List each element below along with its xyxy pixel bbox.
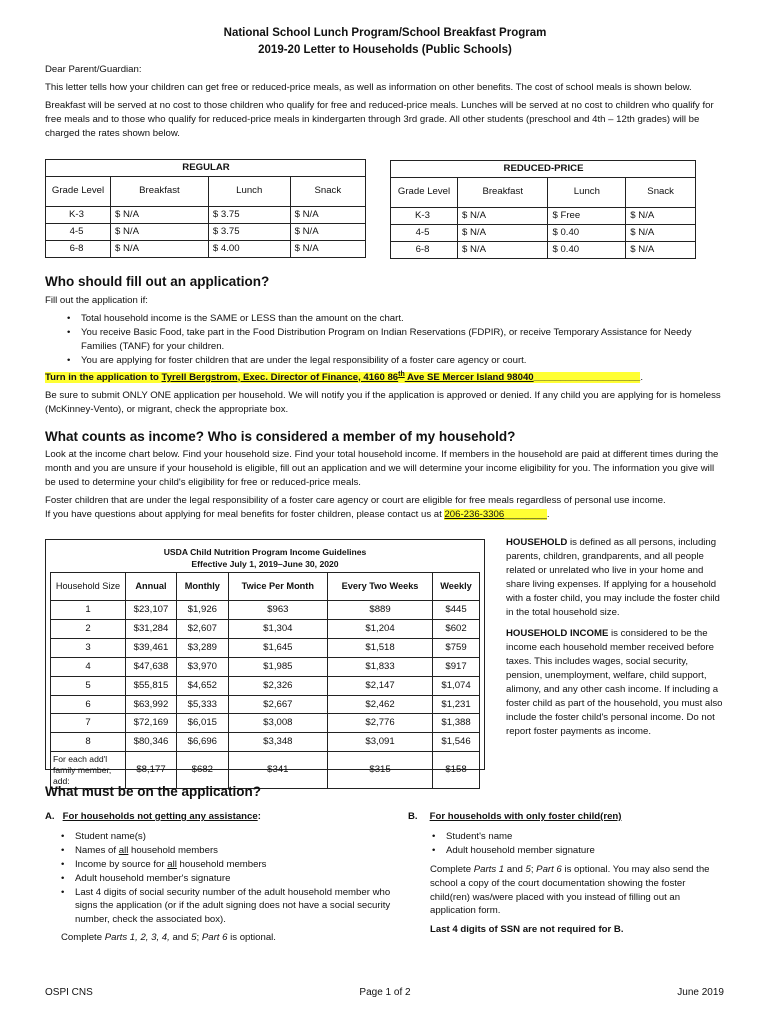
income-guidelines-table — [50, 572, 480, 789]
table-row — [391, 207, 696, 224]
turn-in-contact: Tyrell Bergstrom, Exec. Director of Finance, 4160 86 — [161, 371, 399, 383]
intro-paragraph-1: This letter tells how your children can get free or reduced-price meals, as well as information on other benefits. The cost of school meals is shown below. — [45, 81, 692, 93]
list-item: • You receive Basic Food, take part in the Food Distribution Program on Indian Reservations (FDPIR), or receive Temporary Assistance for Needy Families (TANF) for your children. — [67, 326, 692, 352]
table-cell: $963 — [228, 601, 327, 620]
table-cell: $6,696 — [176, 733, 228, 752]
list-item: • Adult household member's signature — [61, 872, 231, 884]
list-item-text: Student's name — [446, 830, 513, 842]
table-row — [51, 733, 480, 752]
table-row — [46, 240, 366, 257]
table-cell: $1,645 — [228, 638, 327, 657]
table-cell: 6-8 — [391, 241, 458, 258]
table-cell: $3,008 — [228, 714, 327, 733]
table-header: Snack — [290, 176, 365, 206]
turn-in-blank: ____________________ — [533, 371, 641, 383]
application-heading: What must be on the application? — [45, 784, 261, 799]
turn-in-line — [45, 370, 727, 385]
table-cell: $158 — [433, 752, 480, 789]
table-row — [51, 638, 480, 657]
table-header: Breakfast — [458, 177, 548, 207]
table-cell: $1,985 — [228, 657, 327, 676]
list-item: • Income by source for all household members — [61, 858, 267, 870]
table-cell: K-3 — [46, 206, 111, 223]
table-header: Lunch — [208, 176, 290, 206]
section-a-colon: : — [257, 811, 261, 822]
table-cell: $ N/A — [458, 224, 548, 241]
section-b — [408, 810, 728, 937]
list-item-text: Names of — [75, 844, 119, 856]
list-item: • Total household income is the SAME or LESS than the amount on the chart. — [67, 312, 404, 324]
document-title — [0, 25, 770, 60]
table-row — [51, 601, 480, 620]
table-cell: $1,231 — [433, 695, 480, 714]
section-b-title-text: For households with only foster child(ren) — [429, 811, 622, 822]
income-paragraph-2: Foster children that are under the legal responsibility of a foster care agency or court are eligible for free meals regardless of personal use income. — [45, 494, 666, 506]
table-cell: $1,388 — [433, 714, 480, 733]
contact-phone: 206-236-3306 — [444, 508, 505, 520]
table-cell: $ N/A — [458, 207, 548, 224]
section-b-list — [430, 830, 728, 858]
contact-prefix: If you have questions about applying for meal benefits for foster children, please contact us at — [45, 508, 445, 520]
turn-in-sup: th — [398, 370, 405, 378]
list-item-emphasis: all — [118, 844, 129, 856]
table-cell: $2,462 — [328, 695, 433, 714]
table-cell: 8 — [51, 733, 126, 752]
table-cell: $ N/A — [626, 241, 696, 258]
table-cell: 5 — [51, 676, 126, 695]
income-paragraph-1: Look at the income chart below. Find your household size. Find your total household income. If members in the household are paid at different times during the month and you are unsure if your household is eligible, fill out an application and we will determine your income eligibility for you. The information you give will be used to determine your child's eligibility for free or reduced-price meals. — [45, 449, 719, 488]
footer-left: OSPI CNS — [45, 987, 93, 998]
list-item-text: Adult household member signature — [446, 844, 595, 856]
table-cell: $ Free — [548, 207, 626, 224]
table-header: Annual — [126, 573, 177, 601]
complete-parts: Parts 1, 2, 3, 4, — [104, 932, 170, 944]
income-table-title — [46, 546, 484, 571]
table-cell: $ N/A — [458, 241, 548, 258]
table-cell: $917 — [433, 657, 480, 676]
table-cell: $602 — [433, 619, 480, 638]
household-income-term: HOUSEHOLD INCOME — [506, 628, 609, 640]
table-cell: $3,348 — [228, 733, 327, 752]
list-item: • Adult household member signature — [432, 844, 595, 856]
section-b-complete — [430, 863, 728, 919]
list-item-text: household members — [128, 844, 218, 856]
table-cell: $1,546 — [433, 733, 480, 752]
table-row — [51, 657, 480, 676]
income-guidelines-box — [45, 539, 485, 786]
complete-part-5: 5 — [191, 932, 197, 944]
salutation: Dear Parent/Guardian: — [45, 64, 142, 75]
section-a — [45, 810, 395, 945]
table-cell: $ 0.40 — [548, 224, 626, 241]
list-item-text: Adult household member's signature — [75, 872, 231, 884]
list-item-text: household members — [176, 858, 267, 870]
table-cell: $5,333 — [176, 695, 228, 714]
table-cell: 7 — [51, 714, 126, 733]
who-note: Be sure to submit ONLY ONE application per household. We will notify you if the application is approved or denied. If any child you are applying for is homeless (McKinney-Vento), or migrant, check the appropriate box. — [45, 389, 721, 415]
reduced-group-label: REDUCED-PRICE — [391, 161, 696, 178]
table-cell: $3,289 — [176, 638, 228, 657]
table-cell: $ N/A — [626, 207, 696, 224]
table-cell: $315 — [328, 752, 433, 789]
complete-end: is optional. You may also send the school a copy of the court documentation showing the foster child(ren) was/were placed with you instead of filling out an application form. — [430, 863, 710, 917]
table-row — [51, 714, 480, 733]
complete-part-6: Part 6 — [536, 863, 562, 875]
footer-date: June 2019 — [677, 987, 724, 998]
table-header: Monthly — [176, 573, 228, 601]
who-bullet-list — [65, 312, 727, 368]
table-cell: $ N/A — [290, 206, 365, 223]
table-cell: $1,833 — [328, 657, 433, 676]
complete-prefix: Complete — [61, 932, 105, 944]
table-row — [51, 676, 480, 695]
complete-and: and — [169, 932, 192, 944]
household-income-text: is considered to be the income each household member received before taxes. This includes wages, social security, pension, unemployment, welfare, child support, alimony, and any other cash income. If including a foster child as part of the household, you must also include the foster child's personal income. Do not report foster payments as income. — [506, 628, 723, 737]
table-cell: $1,926 — [176, 601, 228, 620]
table-cell: $759 — [433, 638, 480, 657]
table-cell: $ N/A — [626, 224, 696, 241]
reduced-price-table — [390, 160, 696, 259]
table-cell: $ 3.75 — [208, 206, 290, 223]
table-cell: $ N/A — [290, 223, 365, 240]
table-cell: $445 — [433, 601, 480, 620]
table-header: Every Two Weeks — [328, 573, 433, 601]
table-cell: $ N/A — [111, 206, 209, 223]
table-cell: $ N/A — [111, 223, 209, 240]
table-header: Weekly — [433, 573, 480, 601]
income-heading: What counts as income? Who is considered a member of my household? — [45, 429, 516, 444]
table-header: Lunch — [548, 177, 626, 207]
household-definition — [506, 536, 726, 619]
complete-part-6: Part 6 — [201, 932, 228, 944]
complete-parts: Parts 1 — [473, 863, 505, 875]
household-text: is defined as all persons, including parents, children, grandparents, and all people related or unrelated who live in your home and share living expenses. If applying for a household with a foster child, you may include the foster child in the total household size. — [506, 537, 720, 618]
income-paragraph-3 — [45, 508, 727, 522]
table-cell: $1,304 — [228, 619, 327, 638]
table-cell: $8,177 — [126, 752, 177, 789]
table-cell: $2,776 — [328, 714, 433, 733]
table-cell: $1,518 — [328, 638, 433, 657]
table-cell: $ 4.00 — [208, 240, 290, 257]
table-row — [46, 206, 366, 223]
household-income-definition — [506, 627, 726, 738]
title-line-1: National School Lunch Program/School Breakfast Program — [223, 27, 547, 39]
table-cell: $1,204 — [328, 619, 433, 638]
section-b-ssn-note: Last 4 digits of SSN are not required for B. — [430, 924, 624, 936]
turn-in-end: . — [640, 371, 644, 383]
table-cell: $341 — [228, 752, 327, 789]
table-cell: $ N/A — [290, 240, 365, 257]
table-cell: 4-5 — [46, 223, 111, 240]
table-cell: $2,667 — [228, 695, 327, 714]
list-item: • You are applying for foster children that are under the legal responsibility of a foster care agency or court. — [67, 354, 527, 366]
table-row — [46, 223, 366, 240]
who-heading: Who should fill out an application? — [45, 274, 270, 289]
table-header: Grade Level — [391, 177, 458, 207]
table-cell: K-3 — [391, 207, 458, 224]
table-cell: $ 0.40 — [548, 241, 626, 258]
income-section — [45, 448, 727, 522]
who-section — [45, 294, 727, 416]
table-cell: $3,091 — [328, 733, 433, 752]
table-cell: $31,284 — [126, 619, 177, 638]
section-a-title — [45, 810, 395, 824]
income-table-title-line-2: Effective July 1, 2019–June 30, 2020 — [191, 559, 339, 570]
table-cell: $39,461 — [126, 638, 177, 657]
table-header: Household Size — [51, 573, 126, 601]
income-table-title-line-1: USDA Child Nutrition Program Income Guidelines — [163, 547, 367, 557]
regular-price-table — [45, 159, 366, 258]
table-cell: $2,607 — [176, 619, 228, 638]
list-item: • Last 4 digits of social security number of the adult household member who signs the application (or if the adult signing does not have a social security number, check the associated box). — [61, 886, 391, 926]
complete-and: and — [504, 863, 526, 875]
complete-prefix: Complete — [430, 863, 474, 875]
table-cell: $72,169 — [126, 714, 177, 733]
list-item-text: Income by source for — [75, 858, 168, 870]
table-header: Twice Per Month — [228, 573, 327, 601]
section-a-title-text: For households not getting any assistance — [62, 811, 258, 822]
complete-part-5: 5 — [525, 863, 531, 875]
table-cell: 2 — [51, 619, 126, 638]
table-header: Snack — [626, 177, 696, 207]
table-cell: $23,107 — [126, 601, 177, 620]
list-item-text: Last 4 digits of social security number of the adult household member who signs the application (or if the adult signing does not have a social security number, check the associated box). — [75, 886, 391, 926]
table-row — [391, 241, 696, 258]
complete-sep: ; — [196, 932, 202, 944]
list-item-text: Total household income is the SAME or LESS than the amount on the chart. — [81, 312, 404, 324]
table-row — [51, 695, 480, 714]
table-cell: $6,015 — [176, 714, 228, 733]
table-cell: $ 3.75 — [208, 223, 290, 240]
table-cell: $4,652 — [176, 676, 228, 695]
table-cell: 6-8 — [46, 240, 111, 257]
list-item: • Names of all household members — [61, 844, 218, 856]
intro — [45, 63, 727, 141]
table-cell: $55,815 — [126, 676, 177, 695]
turn-in-address: Ave SE Mercer Island 98040 — [404, 371, 534, 383]
table-cell: $ N/A — [111, 240, 209, 257]
table-row — [51, 619, 480, 638]
section-b-title — [408, 810, 728, 824]
table-cell: $63,992 — [126, 695, 177, 714]
section-a-list — [59, 830, 395, 927]
table-cell: $1,074 — [433, 676, 480, 695]
table-cell: 1 — [51, 601, 126, 620]
list-item: • Student's name — [432, 830, 513, 842]
definitions — [506, 536, 726, 739]
footer-page-number: Page 1 of 2 — [359, 987, 411, 998]
list-item-text: You receive Basic Food, take part in the Food Distribution Program on Indian Reservations (FDPIR), or receive Temporary Assistance for Needy Families (TANF) for your children. — [81, 326, 692, 352]
table-cell: $889 — [328, 601, 433, 620]
section-a-label: A. — [45, 811, 55, 822]
complete-sep: ; — [530, 863, 537, 875]
table-cell: 6 — [51, 695, 126, 714]
table-header: Grade Level — [46, 176, 111, 206]
intro-paragraph-2: Breakfast will be served at no cost to those children who qualify for free and reduced-price meals. Lunches will be served at no cost to children who qualify for free meals and to those who qualify for reduced-price meals in kindergarten through 3rd grade. All other students (preschool and 4th – 12th grades) will be charged the rates shown below. — [45, 99, 714, 139]
table-cell: For each add'l family member, add: — [51, 752, 126, 789]
who-lead: Fill out the application if: — [45, 295, 148, 306]
list-item-text: Student name(s) — [75, 830, 146, 842]
household-term: HOUSEHOLD — [506, 537, 568, 548]
phone-blank: ________ — [504, 508, 547, 520]
list-item-text: You are applying for foster children that are under the legal responsibility of a foster care agency or court. — [81, 354, 527, 366]
table-cell: 3 — [51, 638, 126, 657]
table-cell: 4 — [51, 657, 126, 676]
table-row — [391, 224, 696, 241]
title-line-2: 2019-20 Letter to Households (Public Schools) — [258, 44, 512, 57]
regular-group-label: REGULAR — [46, 160, 366, 177]
table-cell: $3,970 — [176, 657, 228, 676]
table-cell: $682 — [176, 752, 228, 789]
list-item-emphasis: all — [167, 858, 177, 870]
section-a-complete — [61, 931, 395, 945]
table-cell: $2,326 — [228, 676, 327, 695]
table-cell: $2,147 — [328, 676, 433, 695]
table-cell: 4-5 — [391, 224, 458, 241]
contact-end: . — [546, 508, 550, 520]
table-header: Breakfast — [111, 176, 209, 206]
table-cell: $80,346 — [126, 733, 177, 752]
list-item: • Student name(s) — [61, 830, 146, 842]
table-cell: $47,638 — [126, 657, 177, 676]
complete-end: is optional. — [227, 932, 276, 944]
turn-in-prefix: Turn in the application to — [45, 371, 162, 383]
section-b-label: B. — [408, 811, 418, 822]
